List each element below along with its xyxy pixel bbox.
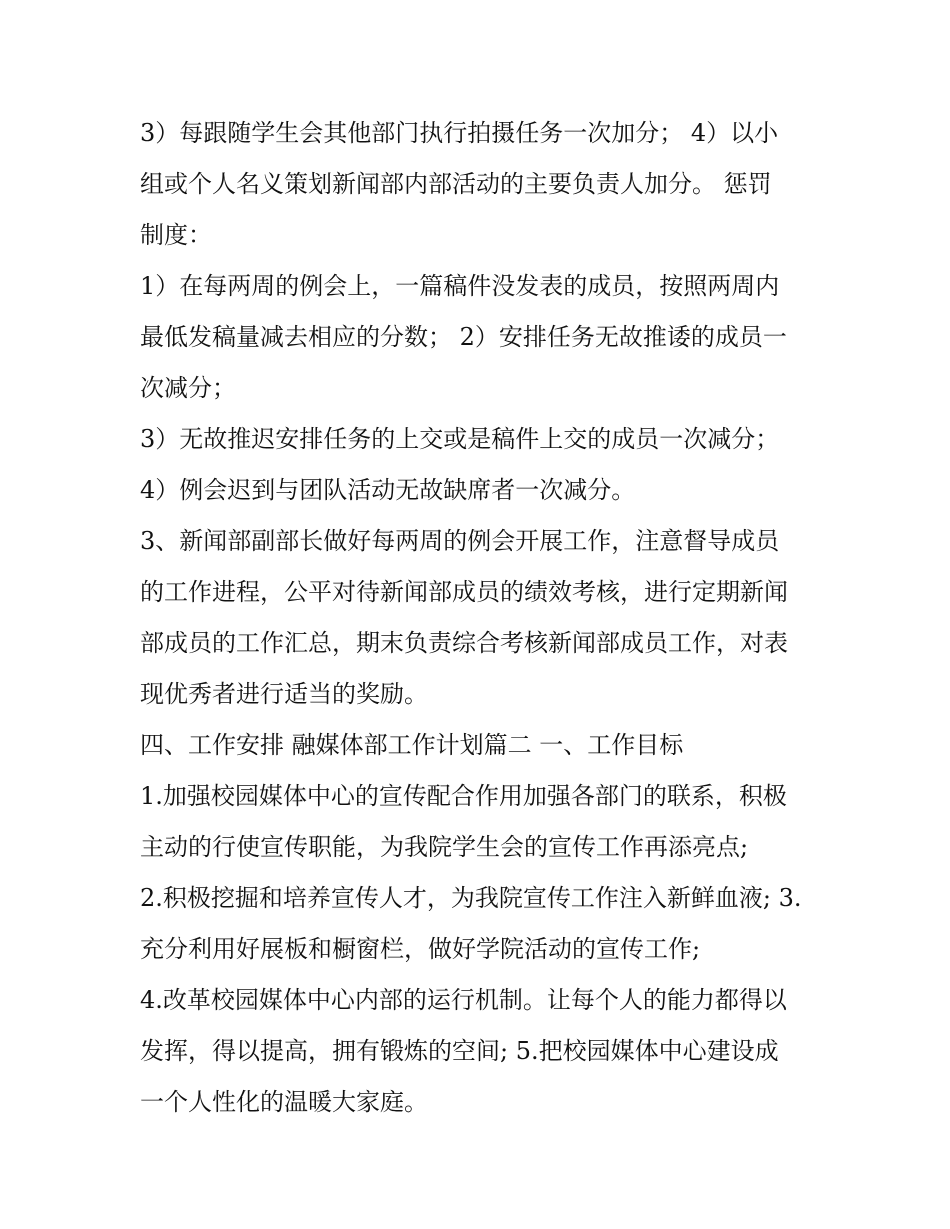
- text-line-3: 制度：: [140, 221, 212, 249]
- text-line-11: 部成员的工作汇总，期末负责综合考核新闻部成员工作，对表: [140, 629, 788, 657]
- text-line-17: 充分利用好展板和橱窗栏，做好学院活动的宣传工作;: [140, 935, 701, 963]
- text-line-13: 四、工作安排 融媒体部工作计划篇二 一、工作目标: [140, 731, 684, 759]
- text-line-18: 4.改革校园媒体中心内部的运行机制。让每个人的能力都得以: [140, 986, 787, 1014]
- document-body: [140, 108, 820, 1128]
- text-line-8: 4）例会迟到与团队活动无故缺席者一次减分。: [140, 476, 636, 504]
- text-line-15: 主动的行使宣传职能，为我院学生会的宣传工作再添亮点;: [140, 833, 749, 861]
- text-line-9: 3、新闻部副部长做好每两周的例会开展工作，注意督导成员: [140, 527, 780, 555]
- text-line-16: 2.积极挖掘和培养宣传人才，为我院宣传工作注入新鲜血液; 3.: [140, 884, 802, 912]
- text-line-14: 1.加强校园媒体中心的宣传配合作用加强各部门的联系，积极: [140, 782, 787, 810]
- text-line-7: 3）无故推迟安排任务的上交或是稿件上交的成员一次减分；: [140, 425, 780, 453]
- text-line-6: 次减分；: [140, 374, 236, 402]
- text-line-2: 组或个人名义策划新闻部内部活动的主要负责人加分。 惩罚: [140, 170, 772, 198]
- text-line-12: 现优秀者进行适当的奖励。: [140, 680, 428, 708]
- text-line-19: 发挥，得以提高，拥有锻炼的空间; 5.把校园媒体中心建设成: [140, 1037, 779, 1065]
- text-line-1: 3）每跟随学生会其他部门执行拍摄任务一次加分； 4）以小: [140, 119, 779, 147]
- text-line-4: 1）在每两周的例会上，一篇稿件没发表的成员，按照两周内: [140, 272, 780, 300]
- text-line-10: 的工作进程，公平对待新闻部成员的绩效考核，进行定期新闻: [140, 578, 788, 606]
- text-line-20: 一个人性化的温暖大家庭。: [140, 1088, 428, 1116]
- text-line-5: 最低发稿量减去相应的分数； 2）安排任务无故推诿的成员一: [140, 323, 787, 351]
